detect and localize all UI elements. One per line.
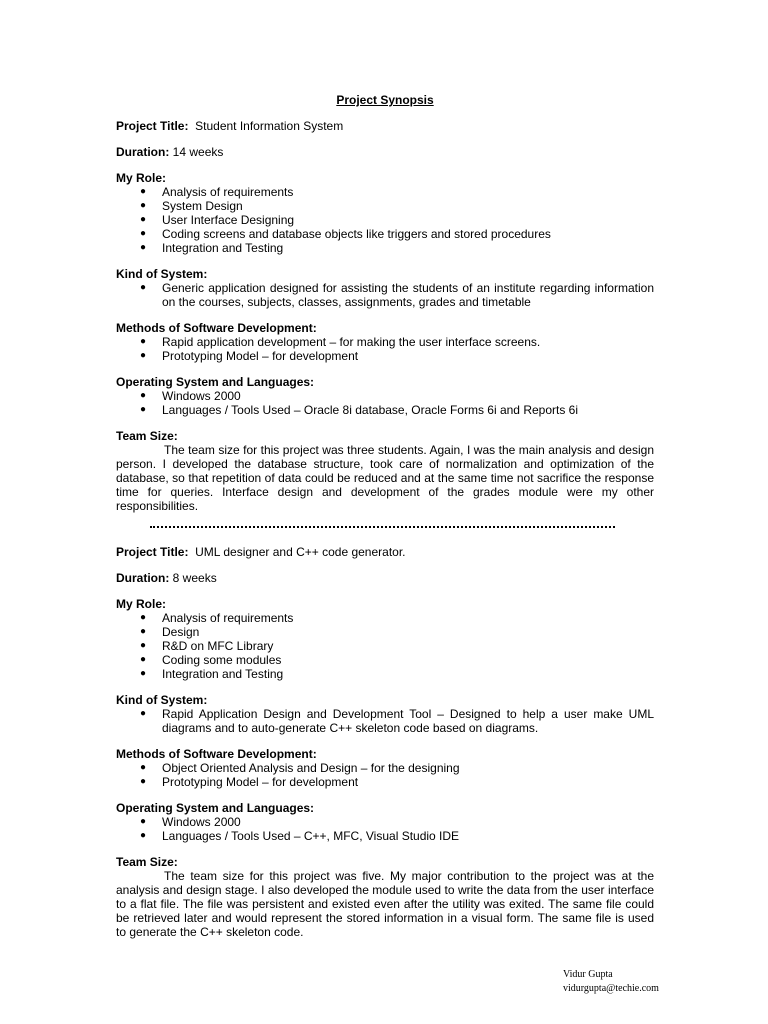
team-heading: Team Size: bbox=[116, 429, 178, 443]
project-title-row bbox=[116, 545, 654, 559]
os-list bbox=[116, 389, 654, 417]
kind-section bbox=[116, 267, 654, 309]
role-heading: My Role: bbox=[116, 597, 167, 611]
duration-label: Duration: bbox=[116, 571, 170, 585]
os-heading: Operating System and Languages: bbox=[116, 375, 315, 389]
duration-value: 8 weeks bbox=[172, 571, 217, 585]
bullet-icon: ● bbox=[140, 654, 147, 665]
duration-label: Duration: bbox=[116, 145, 170, 159]
list-item: ● System Design bbox=[140, 199, 243, 213]
bullet-icon: ● bbox=[140, 762, 147, 773]
bullet-icon: ● bbox=[140, 404, 147, 415]
list-item: ● Windows 2000 bbox=[140, 389, 241, 403]
document-page bbox=[116, 93, 654, 939]
role-heading: My Role: bbox=[116, 171, 167, 185]
list-item: ● Design bbox=[140, 625, 200, 639]
os-heading: Operating System and Languages: bbox=[116, 801, 315, 815]
list-item: ● Prototyping Model – for development bbox=[140, 349, 359, 363]
list-item: ● Languages / Tools Used – C++, MFC, Visual Studio IDE bbox=[140, 829, 460, 843]
project-title-value: UML designer and C++ code generator. bbox=[195, 545, 406, 559]
bullet-icon: ● bbox=[140, 228, 147, 239]
list-item: ● Analysis of requirements bbox=[140, 185, 294, 199]
list-item: ● Rapid application development – for making the user interface screens. bbox=[140, 335, 541, 349]
project-title-label: Project Title: bbox=[116, 119, 189, 133]
bullet-icon: ● bbox=[140, 640, 147, 651]
bullet-icon: ● bbox=[140, 336, 147, 347]
duration-value: 14 weeks bbox=[172, 145, 224, 159]
author-email: vidurgupta@techie.com bbox=[563, 983, 659, 994]
list-item: ● Object Oriented Analysis and Design – for the designing bbox=[140, 761, 460, 775]
methods-section bbox=[116, 747, 654, 789]
list-item: ● Integration and Testing bbox=[140, 241, 284, 255]
bullet-icon: ● bbox=[140, 214, 147, 225]
signature-block bbox=[563, 968, 659, 996]
project-1 bbox=[116, 119, 654, 513]
bullet-icon: ● bbox=[140, 668, 147, 679]
team-paragraph: The team size for this project was five. My major contribution to the project was at the analysis and design stage. I also developed the module used to write the data from the user interface to a flat file. The file was persistent and existed even after the utility was exited. The same file could be retrieved later and would represent the stored information in a visual form. The same file is used to generate the C++ skeleton code. bbox=[116, 869, 654, 939]
kind-section bbox=[116, 693, 654, 735]
list-item: ● Coding some modules bbox=[140, 653, 282, 667]
list-item: ● Coding screens and database objects like triggers and stored procedures bbox=[140, 227, 551, 241]
role-section bbox=[116, 171, 654, 255]
kind-heading: Kind of System: bbox=[116, 267, 208, 281]
bullet-icon: ● bbox=[140, 242, 147, 253]
document-title: Project Synopsis bbox=[336, 93, 434, 107]
list-item: ● Integration and Testing bbox=[140, 667, 284, 681]
team-section bbox=[116, 429, 654, 513]
os-section bbox=[116, 801, 654, 843]
team-heading: Team Size: bbox=[116, 855, 178, 869]
bullet-icon: ● bbox=[140, 626, 147, 637]
list-item: ● Rapid Application Design and Development Tool – Designed to help a user make UML diagrams and to auto-generate C++ skeleton code based on diagrams. bbox=[140, 707, 654, 735]
author-name: Vidur Gupta bbox=[563, 969, 613, 980]
list-item: ● Prototyping Model – for development bbox=[140, 775, 359, 789]
bullet-icon: ● bbox=[140, 282, 147, 293]
kind-list bbox=[116, 281, 654, 309]
bullet-icon: ● bbox=[140, 612, 147, 623]
methods-section bbox=[116, 321, 654, 363]
methods-list bbox=[116, 761, 654, 789]
bullet-icon: ● bbox=[140, 390, 147, 401]
bullet-icon: ● bbox=[140, 776, 147, 787]
list-item: ● Windows 2000 bbox=[140, 815, 241, 829]
duration-row bbox=[116, 145, 654, 159]
bullet-icon: ● bbox=[140, 200, 147, 211]
bullet-icon: ● bbox=[140, 816, 147, 827]
bullet-icon: ● bbox=[140, 350, 147, 361]
bullet-icon: ● bbox=[140, 830, 147, 841]
project-title-value: Student Information System bbox=[195, 119, 344, 133]
list-item: ● Languages / Tools Used – Oracle 8i database, Oracle Forms 6i and Reports 6i bbox=[140, 403, 579, 417]
duration-row bbox=[116, 571, 654, 585]
project-title-label: Project Title: bbox=[116, 545, 189, 559]
kind-list bbox=[116, 707, 654, 735]
kind-heading: Kind of System: bbox=[116, 693, 208, 707]
role-section bbox=[116, 597, 654, 681]
list-item: ● User Interface Designing bbox=[140, 213, 295, 227]
methods-heading: Methods of Software Development: bbox=[116, 747, 317, 761]
team-section bbox=[116, 855, 654, 939]
methods-list bbox=[116, 335, 654, 363]
methods-heading: Methods of Software Development: bbox=[116, 321, 317, 335]
list-item: ● R&D on MFC Library bbox=[140, 639, 274, 653]
team-paragraph: The team size for this project was three students. Again, I was the main analysis and design person. I developed the database structure, took care of normalization and optimization of the database, so that repetition of data could be reduced and at the same time not sacrifice the response time for queries. Interface design and development of the grades module were my other responsibilities. bbox=[116, 443, 654, 513]
os-list bbox=[116, 815, 654, 843]
role-list bbox=[116, 611, 654, 681]
os-section bbox=[116, 375, 654, 417]
project-2 bbox=[116, 545, 654, 939]
bullet-icon: ● bbox=[140, 186, 147, 197]
project-title-row bbox=[116, 119, 654, 133]
bullet-icon: ● bbox=[140, 708, 147, 719]
list-item: ● Analysis of requirements bbox=[140, 611, 294, 625]
section-divider bbox=[150, 526, 615, 531]
list-item: ● Generic application designed for assisting the students of an institute regarding information on the courses, subjects, classes, assignments, grades and timetable bbox=[140, 281, 654, 309]
role-list bbox=[116, 185, 654, 255]
